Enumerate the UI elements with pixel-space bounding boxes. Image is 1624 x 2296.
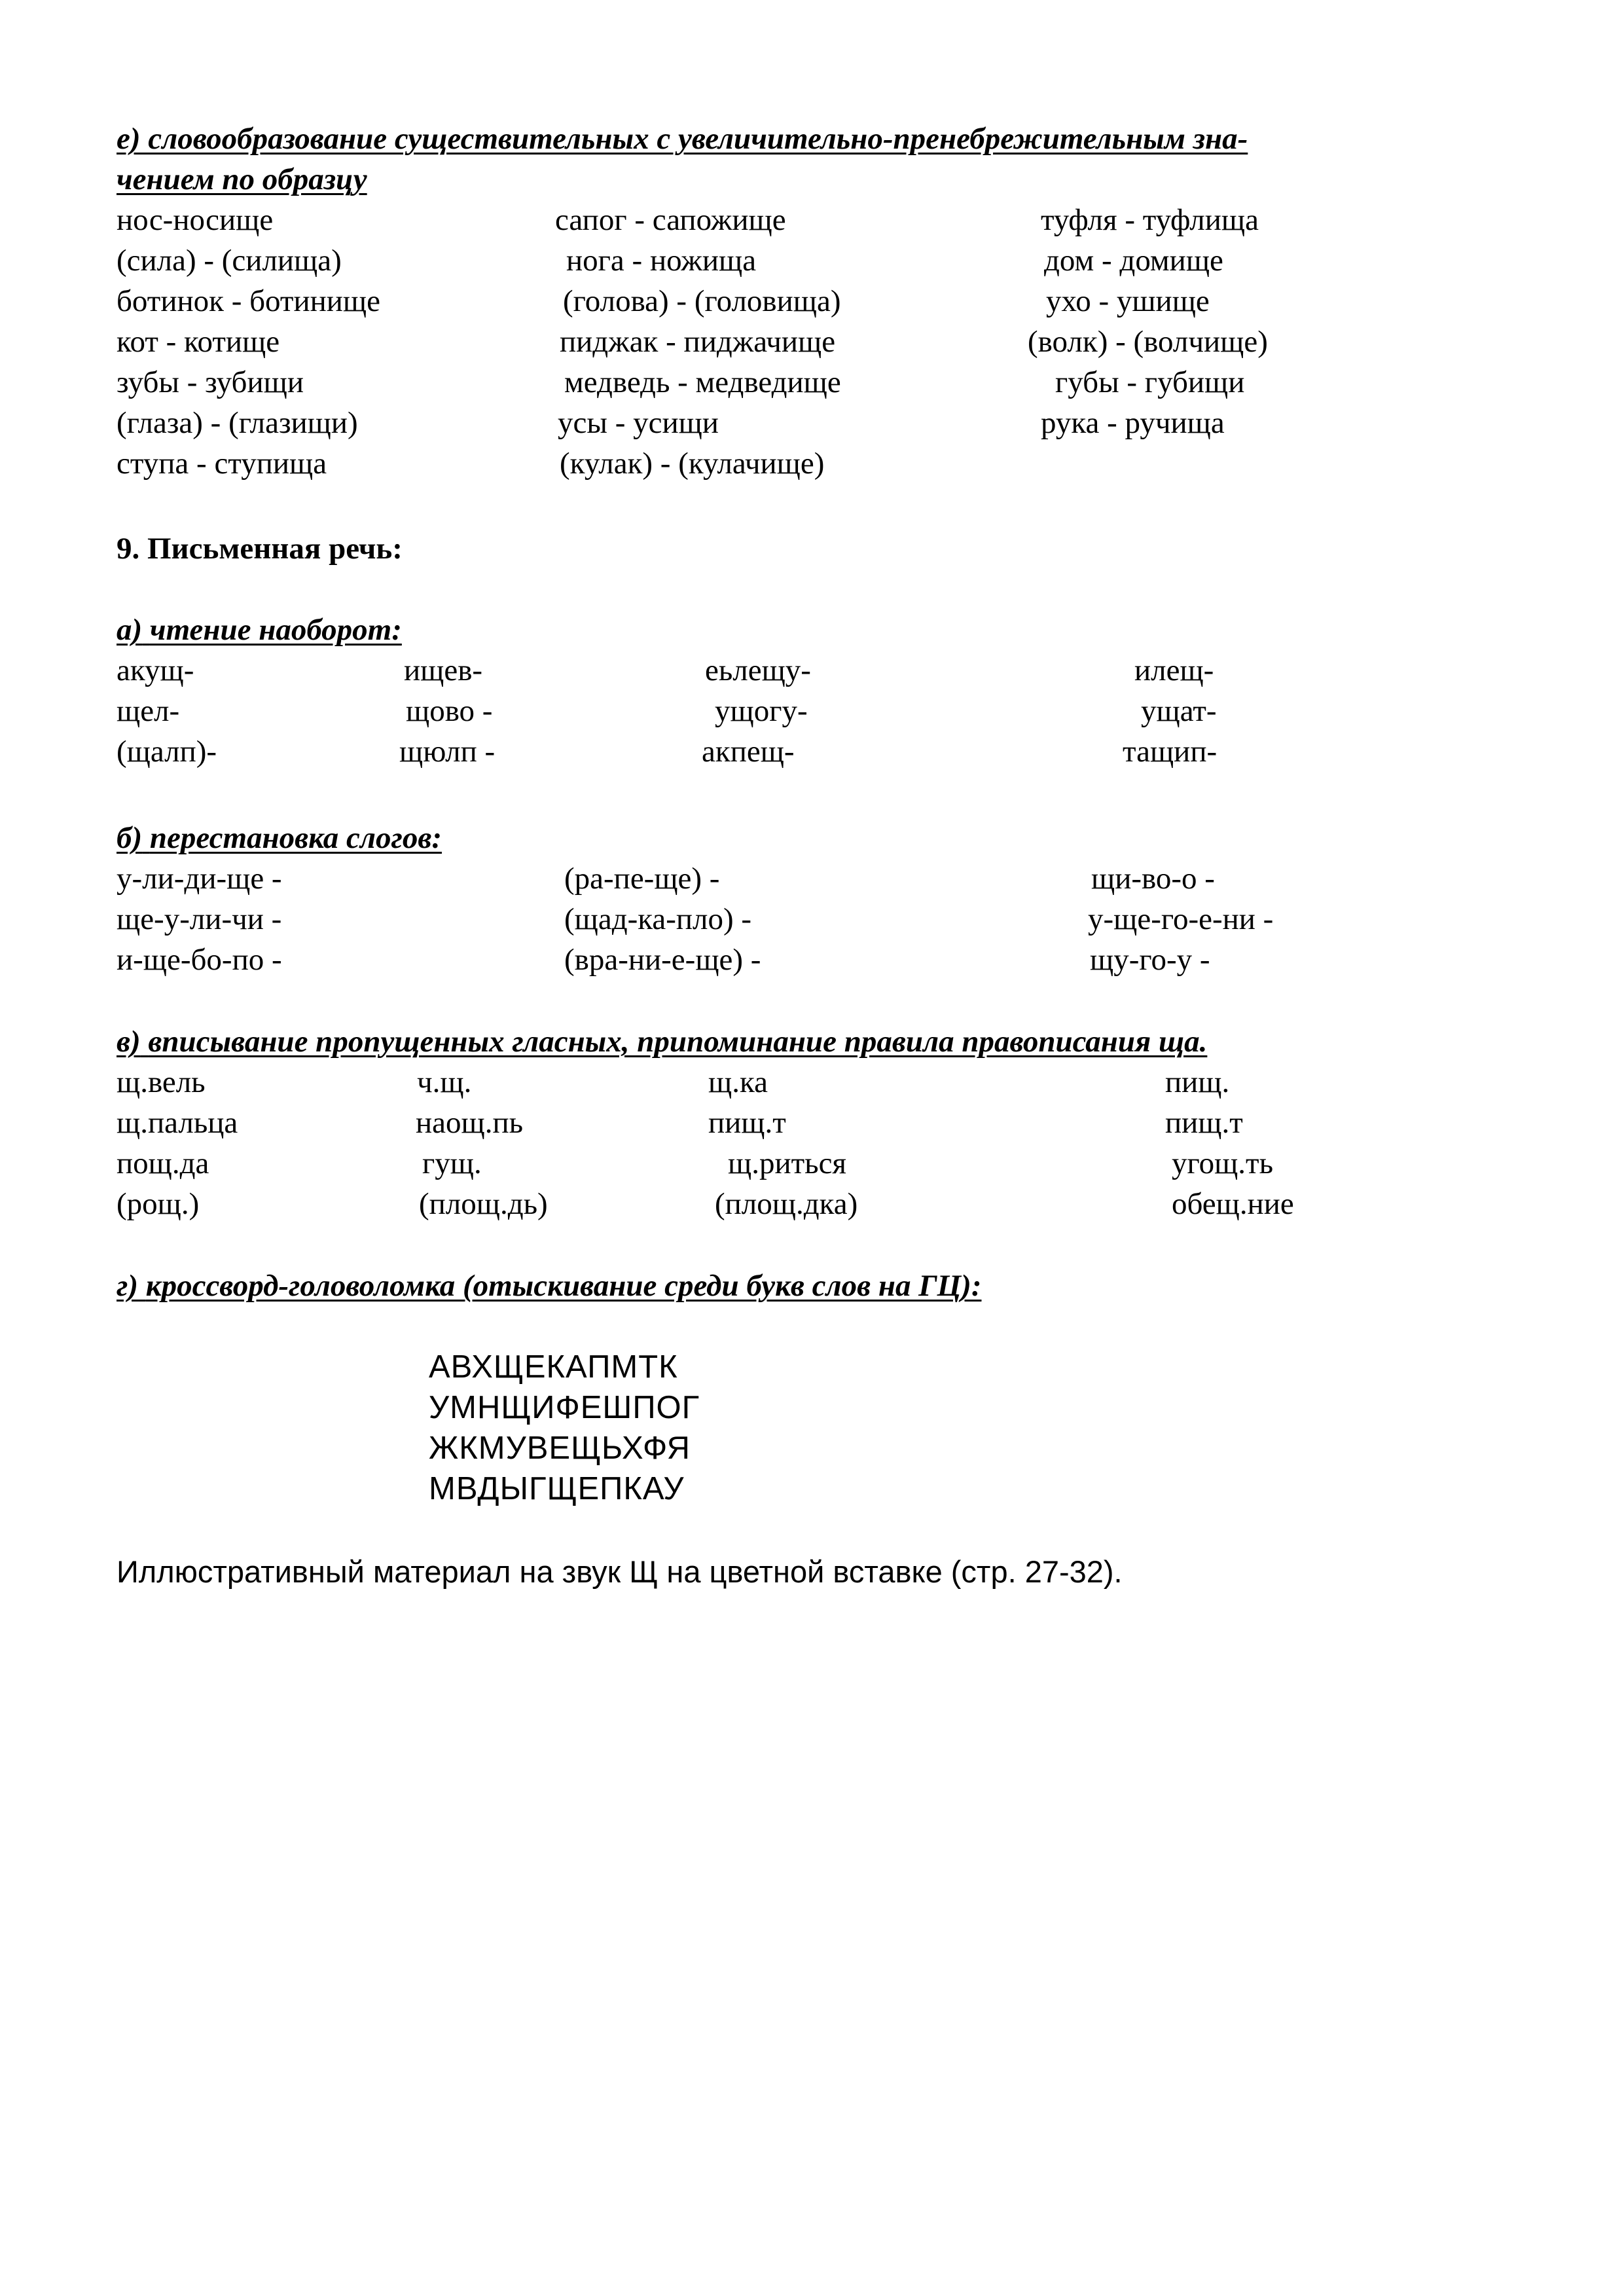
section-a-cell: ущогу- xyxy=(715,694,808,728)
section-a-heading-text: чтение наоборот: xyxy=(149,613,402,647)
section-e-cell: ухо - ушище xyxy=(1046,284,1210,318)
section-e-cell: дом - домище xyxy=(1044,244,1223,278)
section-a-cell: щюлп - xyxy=(399,735,496,769)
section-a-cell: илещ- xyxy=(1134,653,1214,687)
footer-note: Иллюстративный материал на звук Щ на цветной вставке (стр. 27-32). xyxy=(117,1554,1123,1589)
section-v-cell: щ.пальца xyxy=(117,1106,238,1140)
section-e-cell: (кулак) - (кулачище) xyxy=(560,446,825,481)
section-v-cell: угощ.ть xyxy=(1172,1146,1274,1180)
section-v-cell: пищ.т xyxy=(708,1106,786,1140)
section-v-cell: обещ.ние xyxy=(1172,1187,1294,1221)
section-a-cell: (щалп)- xyxy=(117,735,217,769)
section-b-cell: у-ли-ди-ще - xyxy=(117,862,282,896)
section-v-heading xyxy=(117,1027,1207,1057)
section-e-cell: кот - котище xyxy=(117,325,280,359)
section-v-cell: пищ.т xyxy=(1165,1106,1243,1140)
section-a-cell: щел- xyxy=(117,694,180,728)
section-a-cell: еьлещу- xyxy=(705,653,811,687)
section-v-cell: (рощ.) xyxy=(117,1187,200,1221)
section-e-cell: (волк) - (волчище) xyxy=(1028,325,1268,359)
section-e-cell: пиджак - пиджачище xyxy=(560,325,836,359)
section-a-cell: ищев- xyxy=(404,653,483,687)
section-e-cell: зубы - зубищи xyxy=(117,365,304,399)
section-a-cell: акущ- xyxy=(117,653,194,687)
section-v-cell: пищ. xyxy=(1165,1065,1230,1099)
section-e-cell: туфля - туфлища xyxy=(1041,203,1259,237)
section-b-prefix: б) xyxy=(117,821,143,855)
crossword-row: УМНЩИФЕШПОГ xyxy=(429,1390,700,1425)
section-v-cell: гущ. xyxy=(422,1146,482,1180)
section-e-cell: нос-носище xyxy=(117,203,274,237)
section-b-heading-text: перестановка слогов: xyxy=(149,821,442,855)
section-e-heading-line2: чением по образцу xyxy=(117,162,367,196)
section-v-cell: (площ.дка) xyxy=(715,1187,858,1221)
section-v-cell: (площ.дь) xyxy=(419,1187,548,1221)
section-b-cell: (щад-ка-пло) - xyxy=(564,902,752,936)
section-b-cell: и-ще-бо-по - xyxy=(117,943,282,977)
section-b-cell: ще-у-ли-чи - xyxy=(117,902,282,936)
crossword-row: МВДЫГЩЕПКАУ xyxy=(429,1471,685,1506)
section-g-prefix: г) xyxy=(117,1269,139,1303)
section-b-cell: щи-во-о - xyxy=(1091,862,1215,896)
section-b-cell: щу-го-у - xyxy=(1090,943,1210,977)
section-e-cell: (сила) - (силища) xyxy=(117,244,342,278)
section-e-cell: рука - ручища xyxy=(1041,406,1225,440)
section-v-cell: ч.щ. xyxy=(417,1065,472,1099)
section-e-cell: ступа - ступища xyxy=(117,446,327,481)
section-b-cell: (вра-ни-е-ще) - xyxy=(564,943,761,977)
section-e-cell: медведь - медведище xyxy=(564,365,841,399)
section-9-title: 9. Письменная речь: xyxy=(117,532,403,566)
section-a-prefix: а) xyxy=(117,613,143,647)
crossword-row: ЖКМУВЕЩЬХФЯ xyxy=(429,1430,691,1466)
section-e-heading-line1: е) словообразование существительных с увеличительно-пренебрежительным зна- xyxy=(117,122,1248,156)
section-v-cell: щ.вель xyxy=(117,1065,206,1099)
section-b-heading xyxy=(117,823,442,854)
crossword-row: АВХЩЕКАПМТК xyxy=(429,1349,678,1385)
section-e-cell: губы - губищи xyxy=(1055,365,1245,399)
section-v-cell: наощ.пь xyxy=(416,1106,524,1140)
section-b-cell: у-ще-го-е-ни - xyxy=(1088,902,1274,936)
section-e-cell: усы - усищи xyxy=(558,406,719,440)
section-g-heading xyxy=(117,1271,981,1302)
section-v-cell: щ.ка xyxy=(708,1065,768,1099)
section-a-cell: ущат- xyxy=(1141,694,1217,728)
section-e-cell: (глаза) - (глазищи) xyxy=(117,406,358,440)
section-v-cell: пощ.да xyxy=(117,1146,209,1180)
section-v-prefix: в) xyxy=(117,1025,141,1059)
section-e-cell: (голова) - (головища) xyxy=(563,284,841,318)
section-e-cell: нога - ножища xyxy=(566,244,757,278)
section-b-cell: (ра-пе-ще) - xyxy=(564,862,720,896)
section-g-heading-text: кроссворд-головоломка (отыскивание среди букв слов на ГЦ): xyxy=(145,1269,982,1303)
section-e-cell: сапог - сапожище xyxy=(555,203,786,237)
section-e-cell: ботинок - ботинище xyxy=(117,284,380,318)
section-a-cell: щово - xyxy=(406,694,493,728)
section-a-cell: акпещ- xyxy=(702,735,795,769)
section-a-cell: тащип- xyxy=(1123,735,1218,769)
section-a-heading xyxy=(117,615,402,646)
section-v-cell: щ.риться xyxy=(728,1146,847,1180)
section-v-heading-text: вписывание пропущенных гласных, припоминание правила правописания ща. xyxy=(148,1025,1208,1059)
